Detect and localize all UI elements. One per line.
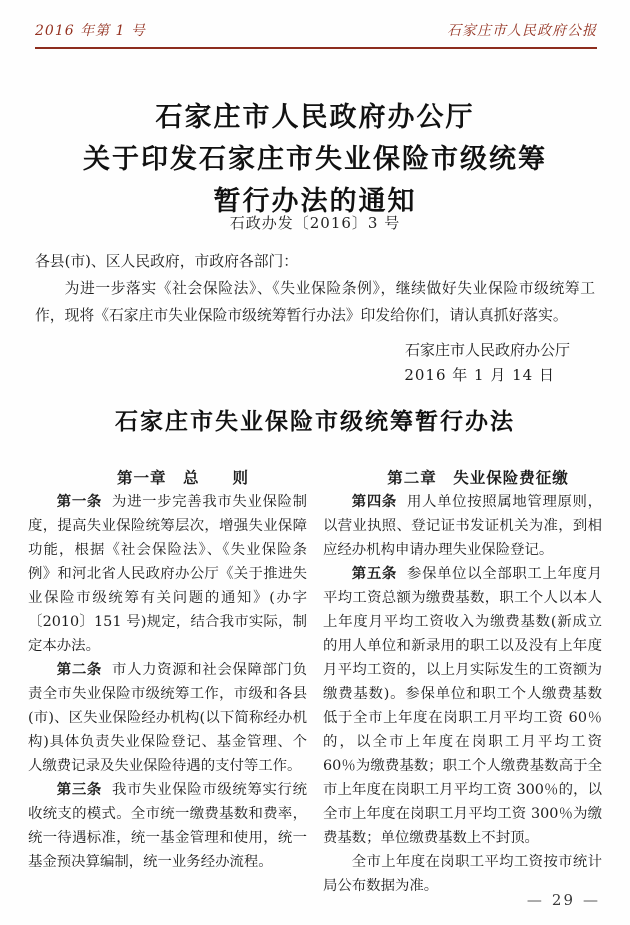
signature-name: 石家庄市人民政府办公厅	[404, 341, 570, 359]
gazette-title: 石家庄市人民政府公报	[447, 23, 597, 39]
notice-title-line3: 暂行办法的通知	[213, 186, 417, 217]
issue-number: 2016 年第 1 号	[35, 23, 146, 39]
document-number: 石政办发〔2016〕3 号	[229, 214, 401, 232]
article-5-number: 第五条	[351, 565, 397, 582]
article-5-text: 参保单位以全部职工上年度月平均工资总额为缴费基数，职工个人以本人上年度月平均工资收入为缴费基数(新成立的用人单位和新录用的职工以及没有上年度月平均工资的，以上月实际发生的工资额为缴费基数)。参保单位和职工个人缴费基数低于全市上年度在岗职工月平均工资 60％的，以全市上年度在岗职工月平均工资 60％为缴费基数；职工个人缴费基数高于全市上年度在岗职工月平均工资 300％的，以全市上年度在岗职工月平均工资 300％为缴费基数；单位缴费基数上不封顶。	[323, 566, 602, 846]
article-2-text: 市人力资源和社会保障部门负责全市失业保险市级统筹工作，市级和各县(市)、区失业保险经办机构(以下简称经办机构)具体负责失业保险登记、基金管理、个人缴费记录及失业保险待遇的支付等工作。	[28, 662, 307, 774]
notice-title-line2: 关于印发石家庄市失业保险市级统筹	[83, 144, 547, 175]
article-1	[28, 490, 307, 658]
article-1-text: 为进一步完善我市失业保险制度，提高失业保险统筹层次，增强失业保障功能，根据《社会保险法》、《失业保险条例》和河北省人民政府办公厅《关于推进失业保险市级统筹有关问题的通知》(办字〔2010〕151 号)规定，结合我市实际，制定本办法。	[28, 494, 307, 654]
signature-block	[35, 338, 600, 388]
notice-title-line1: 石家庄市人民政府办公厅	[155, 102, 475, 133]
article-5	[323, 562, 602, 850]
article-2	[28, 658, 307, 778]
article-4	[323, 490, 602, 562]
footer-dash-right: —	[583, 891, 600, 909]
article-2-number: 第二条	[56, 661, 102, 678]
signature-date: 2016 年 1 月 14 日	[404, 366, 555, 384]
masthead	[35, 20, 597, 49]
article-1-number: 第一条	[56, 493, 102, 510]
article-3-text: 我市失业保险市级统筹实行统收统支的模式。全市统一缴费基数和费率，统一待遇标准，统一基金管理和使用，统一基金预决算编制，统一业务经办流程。	[28, 782, 307, 870]
chapter-2-heading: 第二章 失业保险费征缴	[387, 468, 569, 487]
page-footer	[527, 891, 600, 909]
chapter-1-heading: 第一章 总 则	[116, 468, 249, 487]
page-number: 29	[551, 891, 575, 909]
article-3-number: 第三条	[56, 781, 102, 798]
left-column	[28, 466, 307, 898]
right-column	[323, 466, 602, 898]
notice-title	[0, 97, 630, 223]
salutation: 各县(市)、区人民政府，市政府各部门：	[35, 253, 299, 270]
article-5-note-text: 全市上年度在岗职工平均工资按市统计局公布数据为准。	[323, 854, 602, 894]
regulation-title: 石家庄市失业保险市级统筹暂行办法	[115, 408, 515, 435]
article-4-text: 用人单位按照属地管理原则，以营业执照、登记证书发证机关为准，到相应经办机构申请办理失业保险登记。	[323, 494, 602, 558]
notice-paragraph: 为进一步落实《社会保险法》、《失业保险条例》，继续做好失业保险市级统筹工作，现将《石家庄市失业保险市级统筹暂行办法》印发给你们，请认真抓好落实。	[35, 280, 595, 324]
article-3	[28, 778, 307, 874]
notice-body	[35, 248, 595, 329]
article-4-number: 第四条	[351, 493, 397, 510]
footer-dash-left: —	[526, 891, 544, 909]
two-column-body	[28, 466, 602, 898]
